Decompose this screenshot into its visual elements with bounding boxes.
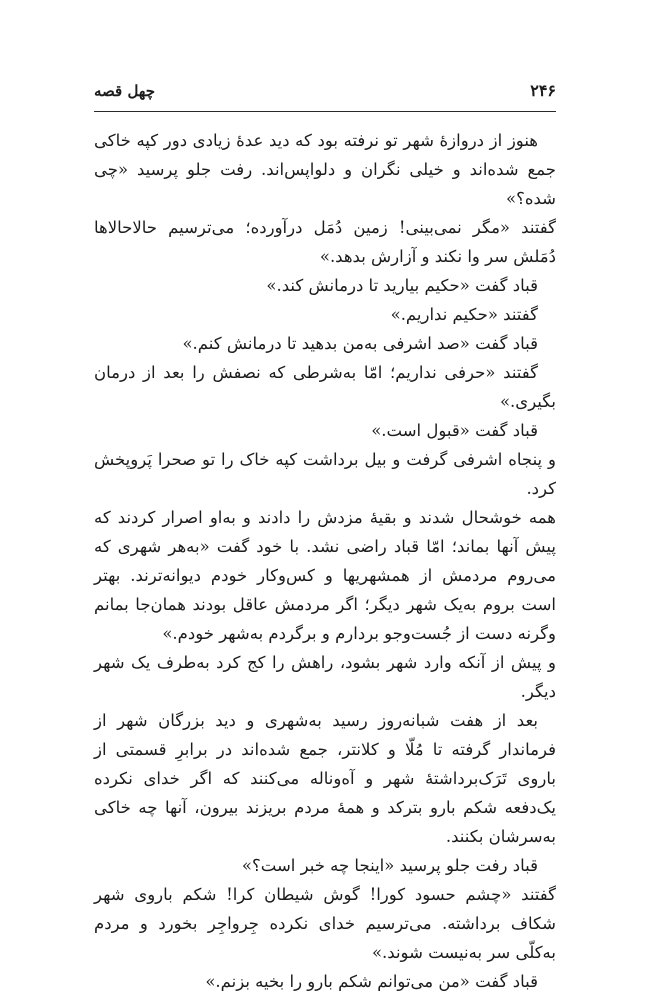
paragraph: قباد گفت «حکیم بیارید تا درمانش کند.» (266, 276, 538, 295)
paragraph: بعد از هفت شبانه‌روز رسید به‌شهری و دید بزرگان شهر از فرماندار گرفته تا مُلّا و کلانتر، جمع شده‌اند در برابرِ قسمتی از باروی تَرَک‌برداشتهٔ شهر و آه‌وناله می‌کنند که اگر خدای نکرده یک‌دفعه شکم بارو بترکد و همهٔ مردم بریزند بیرون، آنها چه خاکی به‌سرشان بکنند. (94, 711, 556, 846)
paragraph: گفتند «حرفی نداریم؛ امّا به‌شرطی که نصفش را بعد از درمان بگیری.» (94, 363, 556, 411)
book-title: چهل قصه (94, 82, 155, 100)
story-text (94, 126, 556, 996)
paragraph: هنوز از دروازهٔ شهر تو نرفته بود که دید عدهٔ زیادی دور کپه خاکی جمع شده‌اند و خیلی نگران و دلواپس‌اند. رفت جلو پرسید «چی شده؟» (94, 131, 556, 208)
running-header (94, 80, 556, 108)
paragraph: گفتند «چشم حسود کورا! گوش شیطان کرا! شکم باروی شهر شکاف برداشته. می‌ترسیم خدای نکرده جِرواجِر بخورد و مردم به‌کلّی سر به‌نیست شوند.» (94, 885, 556, 962)
paragraph: گفتند «مگر نمی‌بینی! زمین دُمَل درآورده؛ می‌ترسیم حالاحالاها دُمَلش سر وا نکند و آزارش بدهد.» (94, 218, 556, 266)
paragraph: همه خوشحال شدند و بقیهٔ مزدش را دادند و به‌او اصرار کردند که پیش آنها بماند؛ امّا قباد راضی نشد. با خود گفت «به‌هر شهری که می‌روم مردمش از همشهریها و کس‌وکار خودم دیوانه‌ترند. بهتر است بروم به‌یک شهر دیگر؛ اگر مردمش عاقل بودند همان‌جا بمانم وگرنه دست از جُست‌وجو بردارم و برگردم به‌شهر خودم.» (94, 508, 556, 643)
page-number: ۲۴۶ (530, 81, 556, 100)
paragraph: و پنجاه اشرفی گرفت و بیل برداشت کپه خاک را تو صحرا پَروپخش کرد. (94, 450, 556, 498)
paragraph: گفتند «حکیم نداریم.» (390, 305, 538, 324)
paragraph: قباد گفت «صد اشرفی به‌من بدهید تا درمانش کنم.» (182, 334, 538, 353)
paragraph: و پیش از آنکه وارد شهر بشود، راهش را کج کرد به‌طرف یک شهر دیگر. (94, 653, 556, 701)
header-divider (94, 111, 556, 112)
paragraph: قباد گفت «قبول است.» (371, 421, 538, 440)
paragraph: قباد رفت جلو پرسید «اینجا چه خبر است؟» (241, 856, 538, 875)
paragraph: قباد گفت «من می‌توانم شکم بارو را بخیه بزنم.» (205, 972, 538, 991)
